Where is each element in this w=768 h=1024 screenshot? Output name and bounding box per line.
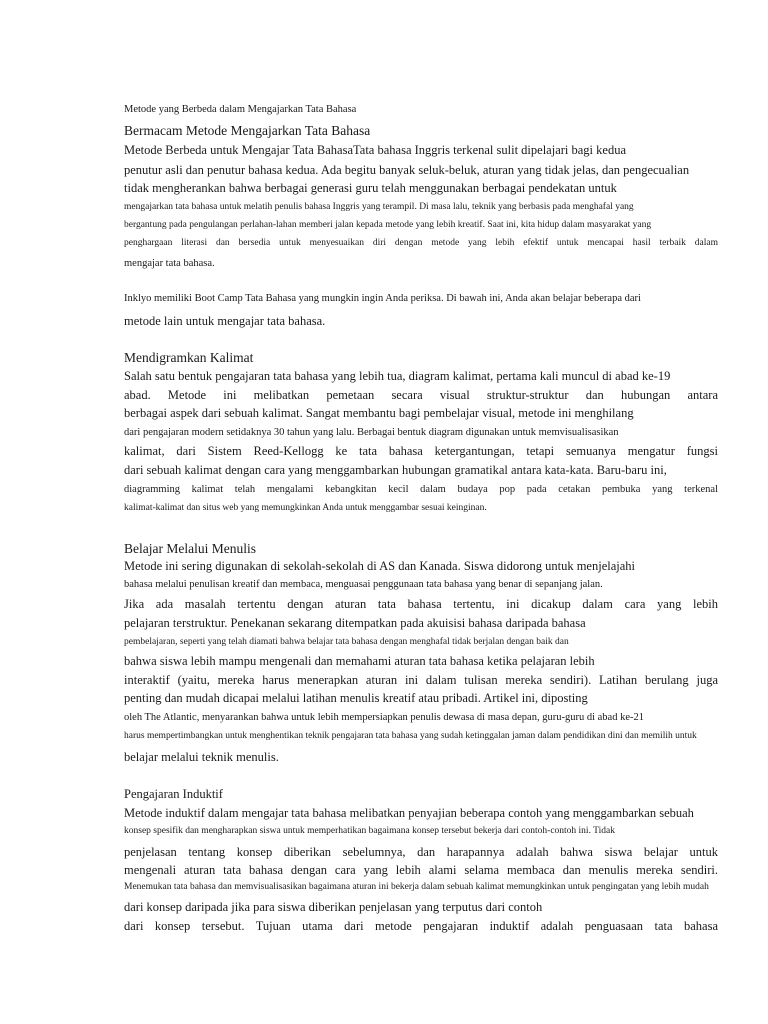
paragraph-line: Salah satu bentuk pengajaran tata bahasa yang lebih tua, diagram kalimat, pertama kali muncul di abad ke-19	[124, 369, 671, 383]
paragraph-line: Metode ini sering digunakan di sekolah-sekolah di AS dan Kanada. Siswa didorong untuk menjelajahi	[124, 559, 636, 573]
paragraph-line: kalimat, dari Sistem Reed-Kellogg ke tata bahasa ketergantungan, tetapi semuanya mengatur fungsi	[124, 444, 718, 458]
intro-line: mengajar tata bahasa.	[124, 258, 215, 269]
paragraph-line: dari konsep tersebut. Tujuan utama dari metode pengajaran induktif adalah penguasaan tata bahasa	[124, 919, 718, 933]
paragraph-line: pelajaran terstruktur. Penekanan sekarang ditempatkan pada akuisisi bahasa daripada bahasa	[124, 616, 586, 630]
intro-line: mengajarkan tata bahasa untuk melatih penulis bahasa Inggris yang terampil. Di masa lalu, teknik yang berbasis pada menghafal yang	[124, 202, 634, 212]
paragraph-line: berbagai aspek dari sebuah kalimat. Sangat membantu bagi pembelajar visual, metode ini menghilang	[124, 406, 634, 420]
paragraph-line: penting dan mudah dicapai melalui latihan menulis kreatif atau pribadi. Artikel ini, diposting	[124, 691, 588, 705]
paragraph-line: Jika ada masalah tertentu dengan aturan tata bahasa tertentu, ini dicakup dalam cara yang lebih	[124, 597, 718, 611]
paragraph-line: belajar melalui teknik menulis.	[124, 750, 279, 764]
paragraph-line: bahwa siswa lebih mampu mengenali dan memahami aturan tata bahasa ketika pelajaran lebih	[124, 654, 595, 668]
paragraph-line: dari sebuah kalimat dengan cara yang menggambarkan hubungan gramatikal antara kata-kata. Baru-baru ini,	[124, 463, 667, 477]
intro-line: bergantung pada pengulangan perlahan-lahan memberi jalan kepada metode yang lebih kreatif. Saat ini, kita hidup dalam masyarakat yang	[124, 220, 652, 230]
paragraph-line: bahasa melalui penulisan kreatif dan membaca, menguasai penggunaan tata bahasa yang benar di sepanjang jalan.	[124, 579, 603, 590]
paragraph-line: dari pengajaran modern setidaknya 30 tahun yang lalu. Berbagai bentuk diagram digunakan untuk memvisualisasikan	[124, 427, 619, 438]
intro-line: penghargaan literasi dan bersedia untuk menyesuaikan diri dengan metode yang lebih efektif untuk mencapai hasil terbaik dalam	[124, 238, 718, 248]
paragraph-line: dari konsep daripada jika para siswa diberikan penjelasan yang terputus dari contoh	[124, 900, 543, 914]
paragraph-line: mengenali aturan tata bahasa dengan cara yang lebih alami selama membaca dan menulis mereka sendiri.	[124, 863, 718, 877]
paragraph-line: Menemukan tata bahasa dan memvisualisasikan bagaimana aturan ini bekerja dalam sebuah kalimat memungkinkan untuk pengingatan yang lebih mudah	[124, 882, 709, 892]
section-heading: Mendigramkan Kalimat	[124, 350, 254, 365]
paragraph-line: interaktif (yaitu, mereka harus menerapkan aturan ini dalam tulisan mereka sendiri). Latihan berulang juga	[124, 673, 718, 687]
section-heading: Pengajaran Induktif	[124, 787, 223, 801]
paragraph-line: penjelasan tentang konsep diberikan sebelumnya, dan harapannya adalah bahwa siswa belajar untuk	[124, 845, 718, 859]
paragraph-line: oleh The Atlantic, menyarankan bahwa untuk lebih mempersiapkan penulis dewasa di masa depan, guru-guru di abad ke-21	[124, 712, 644, 723]
bootcamp-line: metode lain untuk mengajar tata bahasa.	[124, 314, 326, 328]
paragraph-line: konsep spesifik dan mengharapkan siswa untuk memperhatikan bagaimana konsep tersebut bekerja dari contoh-contoh ini. Tidak	[124, 826, 615, 836]
intro-line: penutur asli dan penutur bahasa kedua. Ada begitu banyak seluk-beluk, aturan yang tidak jelas, dan pengecualian	[124, 163, 690, 177]
document-header: Metode yang Berbeda dalam Mengajarkan Tata Bahasa	[124, 104, 357, 115]
section-heading: Belajar Melalui Menulis	[124, 541, 256, 556]
paragraph-line: harus mempertimbangkan untuk menghentikan teknik pengajaran tata bahasa yang sudah ketinggalan jaman dalam pendidikan dini dan memilih untuk	[124, 731, 697, 741]
bootcamp-line: Inklyo memiliki Boot Camp Tata Bahasa yang mungkin ingin Anda periksa. Di bawah ini, Anda akan belajar beberapa dari	[124, 293, 641, 304]
paragraph-line: kalimat-kalimat dan situs web yang memungkinkan Anda untuk menggambar sesuai keinginan.	[124, 503, 487, 513]
intro-line: tidak mengherankan bahwa berbagai generasi guru telah menggunakan berbagai pendekatan untuk	[124, 181, 617, 195]
paragraph-line: abad. Metode ini melibatkan pemetaan secara visual struktur-struktur dan hubungan antara	[124, 388, 718, 402]
intro-line: Metode Berbeda untuk Mengajar Tata BahasaTata bahasa Inggris terkenal sulit dipelajari bagi kedua	[124, 143, 627, 157]
document-title: Bermacam Metode Mengajarkan Tata Bahasa	[124, 123, 371, 138]
paragraph-line: pembelajaran, seperti yang telah diamati bahwa belajar tata bahasa dengan menghafal tidak berjalan dengan baik dan	[124, 637, 569, 647]
paragraph-line: Metode induktif dalam mengajar tata bahasa melibatkan penyajian beberapa contoh yang menggambarkan sebuah	[124, 806, 694, 820]
paragraph-line: diagramming kalimat telah mengalami kebangkitan kecil dalam budaya pop pada cetakan pembuka yang terkenal	[124, 484, 718, 495]
